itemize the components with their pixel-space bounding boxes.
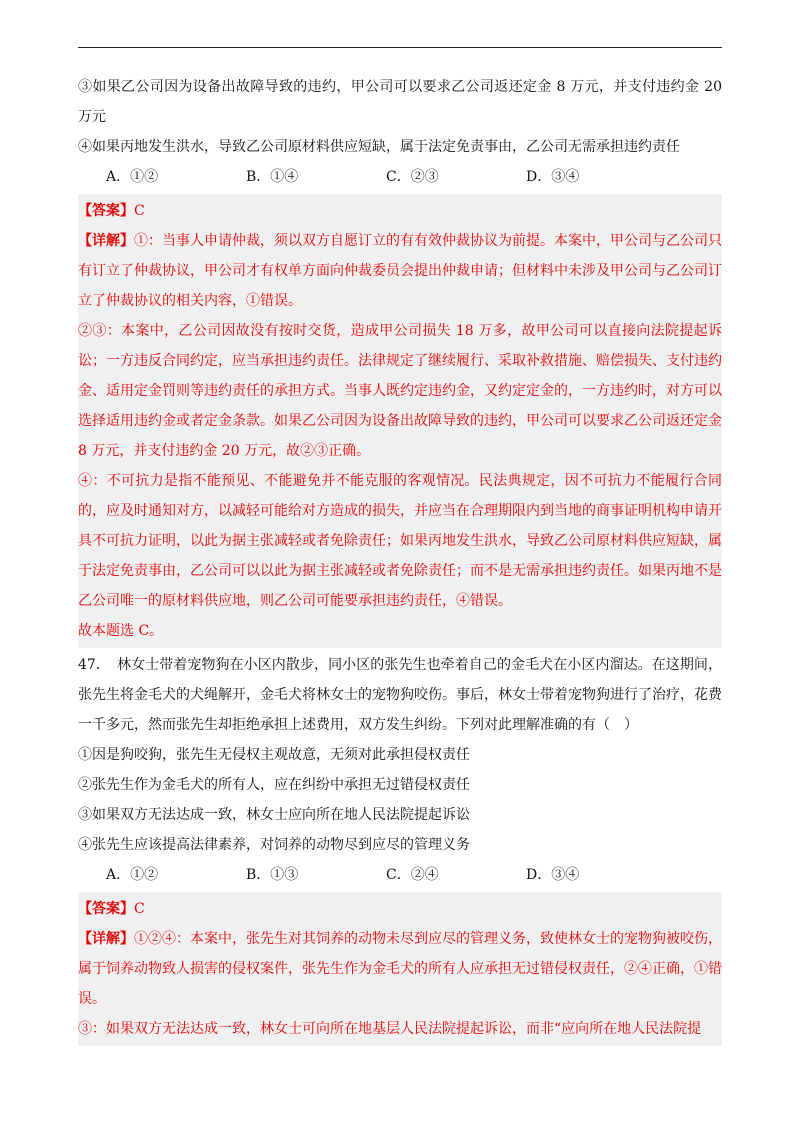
q47-detail-1-text: ①②④：本案中，张先生对其饲养的动物未尽到应尽的管理义务，致使林女士的宠物狗被咬伤，属于饲养动物致人损害的侵权案件，张先生作为金毛犬的所有人应承担无过错侵权责任，②④正确，①错误。 <box>78 931 722 1007</box>
q46-detail-2: ②③：本案中，乙公司因故没有按时交货，造成甲公司损失 18 万多，故甲公司可以直接向法院提起诉讼；一方违反合同约定，应当承担违约责任。法律规定了继续履行、采取补救措施、赔偿损失、支付违约金、适用定金罚则等违约责任的承担方式。当事人既约定违约金，又约定定金的，一方违约时，对方可以选择适用违约金或者定金条款。如果乙公司因为设备出故障导致的违约，甲公司可以要求乙公司返还定金 8 万元，并支付违约金 20 万元，故②③正确。 <box>78 323 722 459</box>
q47-option-d: D．③④ <box>526 867 580 883</box>
q47-options <box>78 860 722 890</box>
q47-detail-2: ③：如果双方无法达成一致，林女士可向所在地基层人民法院提起诉讼，而非“应向所在地人民法院提 <box>78 1021 702 1037</box>
q46-options <box>78 162 722 192</box>
q46-detail-1-text: ①：当事人申请仲裁，须以双方自愿订立的有有效仲裁协议为前提。本案中，甲公司与乙公司只有订立了仲裁协议，甲公司才有权单方面向仲裁委员会提出仲裁申请；但材料中未涉及甲公司与乙公司订立了仲裁协议的相关内容，①错误。 <box>78 233 722 309</box>
document-page <box>78 72 722 1048</box>
q47-answer-label: 【答案】 <box>78 901 134 917</box>
q46-detail-1 <box>78 226 722 316</box>
q47-answer <box>78 894 722 924</box>
q46-answer-value: C <box>134 203 145 219</box>
q47-detail-1 <box>78 924 722 1014</box>
q46-option-b: B．①④ <box>246 169 299 185</box>
q46-option-d: D．③④ <box>526 169 580 185</box>
q46-option-c: C．②③ <box>386 169 439 185</box>
q47-statement-4: ④张先生应该提高法律素养，对饲养的动物尽到应尽的管理义务 <box>78 837 470 853</box>
q47-option-c: C．②④ <box>386 867 439 883</box>
q46-detail-3: ④：不可抗力是指不能预见、不能避免并不能克服的客观情况。民法典规定，因不可抗力不能履行合同的，应及时通知对方，以减轻可能给对方造成的损失，并应当在合理期限内到当地的商事证明机构申请开具不可抗力证明，以此为据主张减轻或者免除责任；如果丙地发生洪水，导致乙公司原材料供应短缺，属于法定免责事由，乙公司可以以此为据主张减轻或者免除责任；而不是无需承担违约责任。如果丙地不是乙公司唯一的原材料供应地，则乙公司可能要承担违约责任，④错误。 <box>78 473 722 609</box>
q46-answer-box <box>78 194 722 648</box>
q47-detail-label: 【详解】 <box>78 931 134 947</box>
q46-detail-label: 【详解】 <box>78 233 134 249</box>
q46-conclusion: 故本题选 C。 <box>78 623 164 639</box>
q47-statement-2: ②张先生作为金毛犬的所有人，应在纠纷中承担无过错侵权责任 <box>78 777 470 793</box>
q46-answer-label: 【答案】 <box>78 203 134 219</box>
q47-stem: 47． 林女士带着宠物狗在小区内散步，同小区的张先生也牵着自己的金毛犬在小区内溜达。在这期间，张先生将金毛犬的犬绳解开，金毛犬将林女士的宠物狗咬伤。事后，林女士带着宠物狗进行了治疗，花费一千多元，然而张先生却拒绝承担上述费用，双方发生纠纷。下列对此理解准确的有（ ） <box>78 657 722 733</box>
header-rule <box>78 47 722 48</box>
q47-answer-box <box>78 892 722 1046</box>
q46-answer <box>78 196 722 226</box>
q47-statement-1: ①因是狗咬狗，张先生无侵权主观故意，无须对此承担侵权责任 <box>78 747 470 763</box>
q47-statement-3: ③如果双方无法达成一致，林女士应向所在地人民法院提起诉讼 <box>78 807 470 823</box>
q46-statement-4: ④如果丙地发生洪水，导致乙公司原材料供应短缺，属于法定免责事由，乙公司无需承担违约责任 <box>78 139 680 155</box>
q47-option-a: A．①② <box>106 867 159 883</box>
q47-answer-value: C <box>134 901 145 917</box>
q47-option-b: B．①③ <box>246 867 299 883</box>
q46-option-a: A．①② <box>106 169 159 185</box>
q46-statement-3: ③如果乙公司因为设备出故障导致的违约，甲公司可以要求乙公司返还定金 8 万元，并支付违约金 20 万元 <box>78 79 722 125</box>
